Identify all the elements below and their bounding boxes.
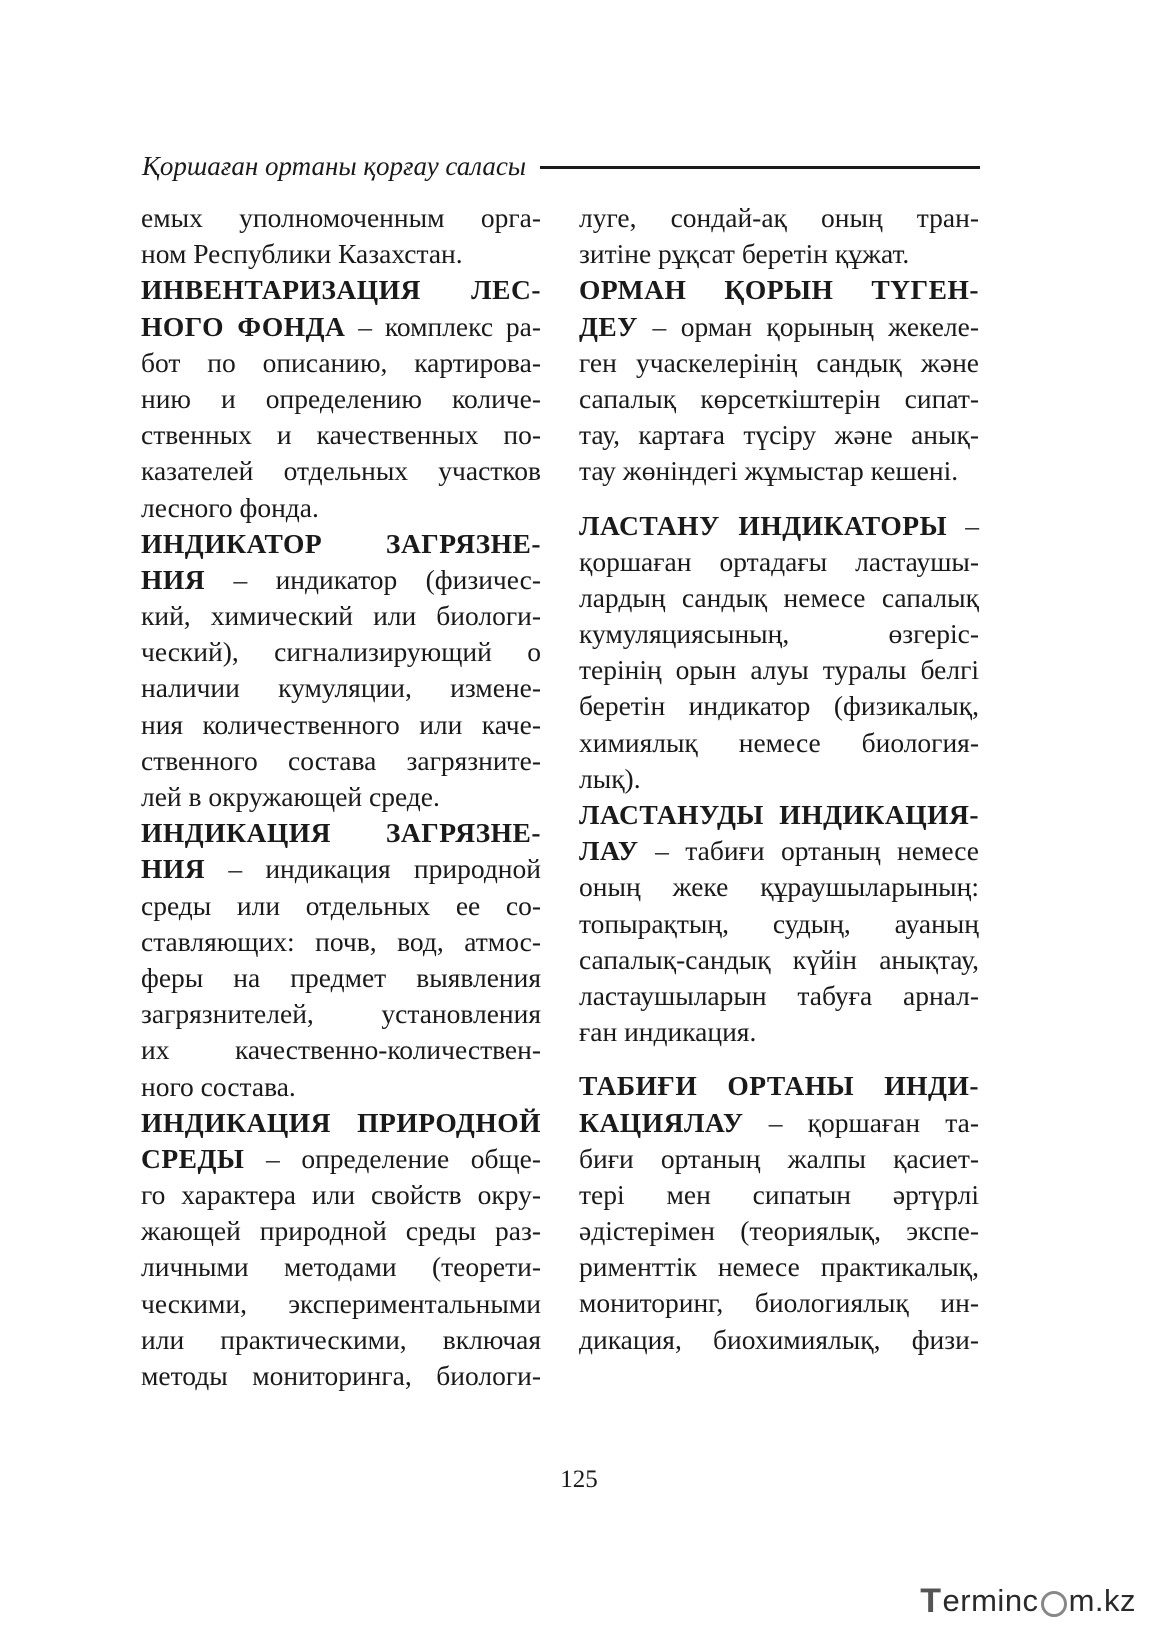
text-line: химиялық немесе биология- [579,726,979,758]
text-line: сапалық-сандық күйін анықтау, [579,943,979,975]
term-heading: НИЯ [141,853,206,885]
definition-text: – табиғи ортаның немесе [638,835,979,867]
text-line: загрязнителей, установления [141,998,541,1030]
text-line: ген учаскелерінің сандық және [579,346,979,378]
text-line: кий, химический или биологи- [141,600,541,632]
watermark-suffix: m.kz [1068,1583,1136,1618]
term-heading: ОРМАН ҚОРЫН ТҮГЕН- [579,274,979,306]
text-line: ческими, экспериментальными [141,1287,541,1319]
definition-text: – индикация природной [205,853,541,885]
text-line: дикация, биохимиялық, физи- [579,1323,979,1355]
text-line [579,309,979,345]
term-heading: ДЕУ [579,310,638,342]
text-line: жающей природной среды раз- [141,1215,541,1247]
magnifier-icon [1041,1591,1067,1617]
watermark-middle: erminc [942,1583,1039,1618]
text-line [579,508,979,544]
text-line: терінің орын алуы туралы белгі [579,654,979,686]
text-line: биғи ортаның жалпы қасиет- [579,1142,979,1174]
text-line: методы мониторинга, биологи- [141,1360,541,1391]
text-line [141,851,541,887]
watermark-logo [920,1581,1136,1621]
definition-text: – қоршаған та- [743,1106,979,1138]
text-line: емых уполномоченным орга- [141,202,541,233]
term-heading: КАЦИЯЛАУ [579,1106,744,1138]
text-line [579,1105,979,1141]
term-heading: НИЯ [141,563,206,595]
text-line: казателей отдельных участков [141,455,541,487]
definition-text: – [947,509,980,541]
text-line: или практическими, включая [141,1323,541,1355]
page-number: 125 [560,1466,598,1493]
paragraph-gap [579,490,979,508]
text-line: среды или отдельных ее со- [141,889,541,921]
text-line: ственных и качественных по- [141,419,541,451]
term-heading: ЛАСТАНУ ИНДИКАТОРЫ [579,509,948,541]
paragraph-gap [579,1050,979,1068]
text-line: кумуляциясының, өзгеріс- [579,618,979,650]
text-line: беретін индикатор (физикалық, [579,690,979,722]
running-header [142,146,980,186]
text-line: бот по описанию, картирова- [141,346,541,378]
text-line [141,562,541,598]
text-line: личными методами (теорети- [141,1251,541,1283]
term-heading: ИНДИКАТОР ЗАГРЯЗНЕ- [141,527,541,559]
text-line: топырақтың, судың, ауаның [579,907,979,939]
term-heading: НОГО ФОНДА [141,310,346,342]
text-line: ственного состава загрязните- [141,744,541,776]
text-line: феры на предмет выявления [141,961,541,993]
text-line: лесного фонда. [141,491,319,523]
text-line: ния количественного или каче- [141,708,541,740]
text-line: лардың сандық немесе сапалық [579,581,979,613]
right-column [579,200,979,1358]
text-line: лық). [579,762,641,794]
text-line: ған индикация. [579,1016,757,1048]
text-line: нию и определению количе- [141,382,541,414]
term-heading: ЛАУ [579,835,639,867]
text-line: қоршаған ортадағы ластаушы- [579,545,979,577]
term-heading: ТАБИҒИ ОРТАНЫ ИНДИ- [579,1070,979,1102]
text-line: го характера или свойств окру- [141,1179,541,1211]
text-line: их качественно-количествен- [141,1034,541,1066]
definition-text: – комплекс ра- [345,310,542,342]
text-line: ческий), сигнализирующий о [141,636,541,668]
text-line: тау, картаға түсіру және анық- [579,419,979,451]
term-heading: ИНВЕНТАРИЗАЦИЯ ЛЕС- [141,274,541,306]
text-line: зитіне рұқсат беретін құжат. [579,238,910,270]
header-title: Қоршаған ортаны қорғау саласы [142,150,527,181]
text-line: ластаушыларын табуға арнал- [579,979,979,1011]
watermark-prefix: T [920,1581,942,1620]
text-line: луге, сондай-ақ оның тран- [579,202,979,233]
text-line [579,833,979,869]
text-line: сапалық көрсеткіштерін сипат- [579,382,979,414]
text-line: лей в окружающей среде. [141,781,440,812]
text-line: әдістерімен (теориялық, экспе- [579,1215,979,1247]
text-line [141,309,541,345]
text-line: рименттік немесе практикалық, [579,1251,979,1283]
text-line: ном Республики Казахстан. [141,238,463,270]
text-line: ного состава. [141,1070,296,1102]
text-line: оның жеке құраушыларының: [579,871,979,903]
text-line: наличии кумуляции, измене- [141,672,541,704]
term-heading: ЛАСТАНУДЫ ИНДИКАЦИЯ- [579,799,979,830]
text-line: ставляющих: почв, вод, атмос- [141,925,541,957]
text-line: мониторинг, биологиялық ин- [579,1287,979,1319]
term-heading: ИНДИКАЦИЯ ЗАГРЯЗНЕ- [141,817,541,849]
text-line [141,1141,541,1177]
definition-text: – индикатор (физичес- [205,563,541,595]
text-line: тері мен сипатын әртүрлі [579,1178,979,1210]
text-line: тау жөніндегі жұмыстар кешені. [579,455,959,487]
term-heading: ИНДИКАЦИЯ ПРИРОДНОЙ [141,1106,541,1138]
definition-text: – орман қорының жекеле- [637,310,979,342]
definition-text: – определение обще- [244,1142,541,1174]
term-heading: СРЕДЫ [141,1142,245,1174]
left-column [141,200,541,1394]
header-rule [540,166,980,169]
